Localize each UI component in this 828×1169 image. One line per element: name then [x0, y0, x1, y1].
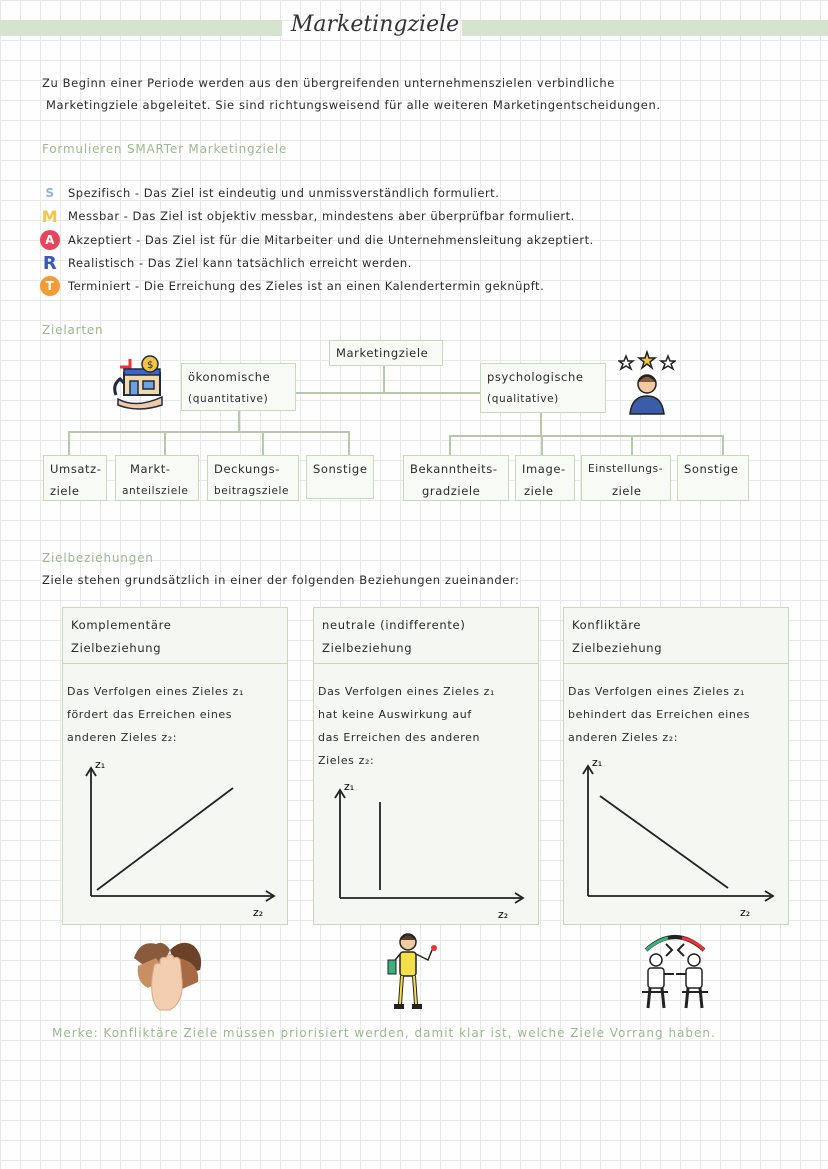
- zielarten-heading: Zielarten: [42, 323, 104, 337]
- connector: [164, 431, 166, 456]
- relation-text-line: anderen Zieles z₂:: [67, 731, 178, 744]
- child-line1: Einstellungs-: [588, 463, 664, 475]
- connector: [540, 412, 542, 436]
- connector: [631, 435, 633, 457]
- relation-text-line: Zieles z₂:: [318, 754, 375, 767]
- economic-box: [181, 363, 296, 411]
- x-axis-label: z₂: [253, 906, 264, 919]
- child-line2: ziele: [524, 484, 554, 498]
- psy-child-sonstige: [677, 455, 749, 501]
- relation-text: [564, 664, 788, 749]
- balancing-person-icon: [386, 930, 440, 1012]
- smart-item-t: [40, 275, 544, 297]
- psy-child-einstellung: [581, 455, 671, 501]
- child-line1: Markt-: [130, 462, 171, 476]
- smart-text-a: Akzeptiert - Das Ziel ist für die Mitarbeiter und die Unternehmensleitung akzeptiert.: [68, 233, 594, 247]
- letter-a-icon: A: [40, 230, 60, 250]
- connector: [238, 410, 240, 432]
- connector: [295, 392, 480, 394]
- economic-line2: (quantitative): [188, 393, 269, 405]
- relation-graph: [73, 756, 283, 922]
- child-line1: Image-: [522, 462, 566, 476]
- relation-box-conflicting: [563, 607, 789, 925]
- x-axis-label: z₂: [498, 908, 509, 921]
- connector: [541, 435, 543, 457]
- smart-item-m: [40, 205, 575, 227]
- econ-child-deckung: [207, 455, 299, 501]
- relation-text-line: Das Verfolgen eines Zieles z₁: [67, 685, 245, 698]
- merke-note: Merke: Konfliktäre Ziele müssen priorisiert werden, damit klar ist, welche Ziele Vorrang haben.: [52, 1026, 716, 1040]
- smart-item-a: [40, 229, 594, 251]
- relation-title2: Zielbeziehung: [572, 641, 663, 655]
- relation-line-negative: [600, 796, 728, 888]
- smart-text-s: Spezifisch - Das Ziel ist eindeutig und unmissverständlich formuliert.: [68, 186, 500, 200]
- connector: [348, 431, 350, 456]
- psy-child-bekanntheit: [403, 455, 509, 501]
- child-line2: gradziele: [422, 484, 481, 498]
- relation-graph: [322, 778, 532, 924]
- child-line1: Sonstige: [313, 462, 368, 476]
- econ-child-markt: [115, 455, 199, 501]
- svg-text:$: $: [147, 360, 154, 371]
- relation-text-line: Das Verfolgen eines Zieles z₁: [318, 685, 496, 698]
- econ-child-umsatz: [43, 455, 107, 501]
- relation-head: [314, 608, 538, 664]
- smart-text-m: Messbar - Das Ziel ist objektiv messbar, mindestens aber überprüfbar formuliert.: [68, 209, 575, 223]
- psychological-line2: (qualitative): [487, 393, 559, 405]
- connector: [449, 435, 724, 437]
- relation-line-positive: [97, 788, 233, 890]
- header-bar-left: [0, 20, 282, 36]
- smart-text-r: Realistisch - Das Ziel kann tatsächlich erreicht werden.: [68, 256, 412, 270]
- child-line2: beitragsziele: [214, 485, 290, 497]
- child-line1: Umsatz-: [50, 462, 102, 476]
- beziehungen-intro: Ziele stehen grundsätzlich in einer der folgenden Beziehungen zueinander:: [42, 573, 520, 587]
- letter-m-icon: M: [41, 206, 59, 226]
- child-line1: Bekanntheits-: [410, 462, 498, 476]
- letter-s-icon: S: [45, 186, 55, 200]
- relation-text-line: Das Verfolgen eines Zieles z₁: [568, 685, 746, 698]
- shop-money-icon: [110, 355, 170, 411]
- smart-text-t: Terminiert - Die Erreichung des Zieles ist an einen Kalendertermin geknüpft.: [68, 279, 545, 293]
- relation-text-line: anderen Zieles z₂:: [568, 731, 679, 744]
- stars-person-icon: [618, 350, 676, 416]
- connector: [68, 431, 350, 433]
- relation-title2: Zielbeziehung: [322, 641, 413, 655]
- relation-head: [63, 608, 287, 664]
- psychological-box: [480, 363, 606, 413]
- y-axis-label: z₁: [592, 756, 603, 769]
- beziehungen-heading: Zielbeziehungen: [42, 551, 154, 565]
- relation-head: [564, 608, 788, 664]
- child-line1: Sonstige: [684, 462, 739, 476]
- intro-line-1: Zu Beginn einer Periode werden aus den übergreifenden unternehmenszielen verbindliche: [42, 76, 615, 90]
- psy-child-image: [515, 455, 575, 501]
- root-box: [329, 340, 443, 366]
- relation-text-line: fördert das Erreichen eines: [67, 708, 233, 721]
- economic-line1: ökonomische: [188, 370, 271, 384]
- intro-text: [42, 72, 802, 116]
- connector: [262, 431, 264, 456]
- psychological-line1: psychologische: [487, 370, 584, 384]
- relation-text-line: hat keine Auswirkung auf: [318, 708, 472, 721]
- x-axis-label: z₂: [740, 906, 751, 919]
- smart-item-r: [40, 252, 412, 274]
- connector: [383, 365, 385, 393]
- relation-title2: Zielbeziehung: [71, 641, 162, 655]
- smart-item-s: [40, 182, 499, 204]
- relation-title1: Konfliktäre: [572, 618, 642, 632]
- connector: [449, 435, 451, 457]
- letter-r-icon: R: [42, 252, 58, 274]
- hands-icon: [130, 936, 206, 1014]
- conflict-people-icon: [638, 930, 712, 1012]
- connector: [68, 431, 70, 456]
- child-line1: Deckungs-: [214, 462, 280, 476]
- relation-title1: neutrale (indifferente): [322, 618, 466, 632]
- relation-text-line: das Erreichen des anderen: [318, 731, 481, 744]
- child-line2: anteilsziele: [122, 485, 189, 497]
- root-label: Marketingziele: [336, 346, 429, 360]
- relation-box-neutral: [313, 607, 539, 925]
- header-bar-right: [462, 20, 828, 36]
- relation-text-line: behindert das Erreichen eines: [568, 708, 751, 721]
- econ-child-sonstige: [306, 455, 374, 499]
- smart-heading: Formulieren SMARTer Marketingziele: [42, 142, 288, 156]
- intro-line-2: Marketingziele abgeleitet. Sie sind richtungsweisend für alle weiteren Marketingentscheidungen.: [46, 98, 661, 112]
- y-axis-label: z₁: [344, 780, 355, 793]
- relation-box-complementary: [62, 607, 288, 925]
- relation-graph: [570, 754, 784, 920]
- y-axis-label: z₁: [95, 758, 106, 771]
- connector: [722, 435, 724, 457]
- letter-t-icon: T: [40, 276, 60, 296]
- child-line2: ziele: [50, 484, 80, 498]
- child-line2: ziele: [612, 484, 642, 498]
- relation-text: [63, 664, 287, 749]
- relation-text: [314, 664, 538, 772]
- page-title: Marketingziele: [290, 12, 460, 37]
- relation-title1: Komplementäre: [71, 618, 172, 632]
